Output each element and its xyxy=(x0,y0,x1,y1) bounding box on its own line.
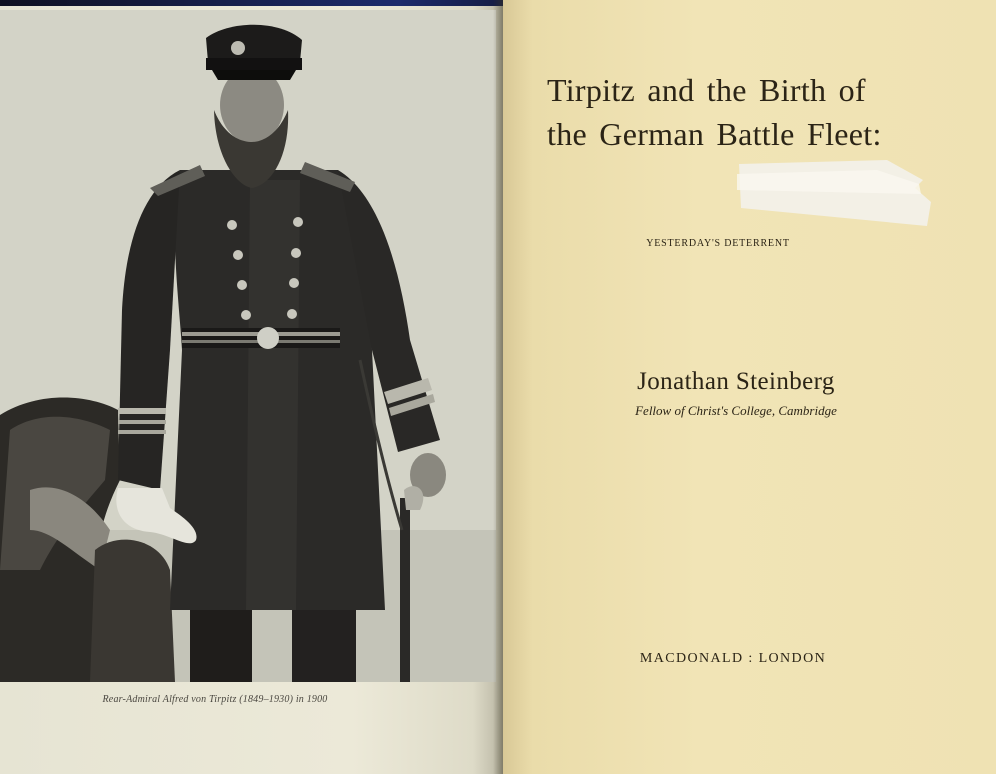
publisher-imprint: MACDONALD : LONDON xyxy=(639,651,827,666)
left-page xyxy=(0,6,503,774)
frontispiece-photo xyxy=(0,10,496,682)
title-line: the German Battle Fleet: xyxy=(547,116,882,152)
correction-tape xyxy=(737,160,933,230)
admiral-portrait xyxy=(0,10,496,682)
belt-buckle xyxy=(257,327,279,349)
photo-caption: Rear-Admiral Alfred von Tirpitz (1849–1930) in 1900 xyxy=(102,694,328,705)
book-title xyxy=(547,68,967,156)
author-affiliation: Fellow of Christ's College, Cambridge xyxy=(635,403,837,418)
title-line: Tirpitz and the Birth of xyxy=(547,72,866,108)
author-name: Jonathan Steinberg xyxy=(637,368,835,395)
book-subtitle: YESTERDAY'S DETERRENT xyxy=(646,238,790,249)
chair xyxy=(90,540,175,682)
title-page xyxy=(503,0,996,774)
